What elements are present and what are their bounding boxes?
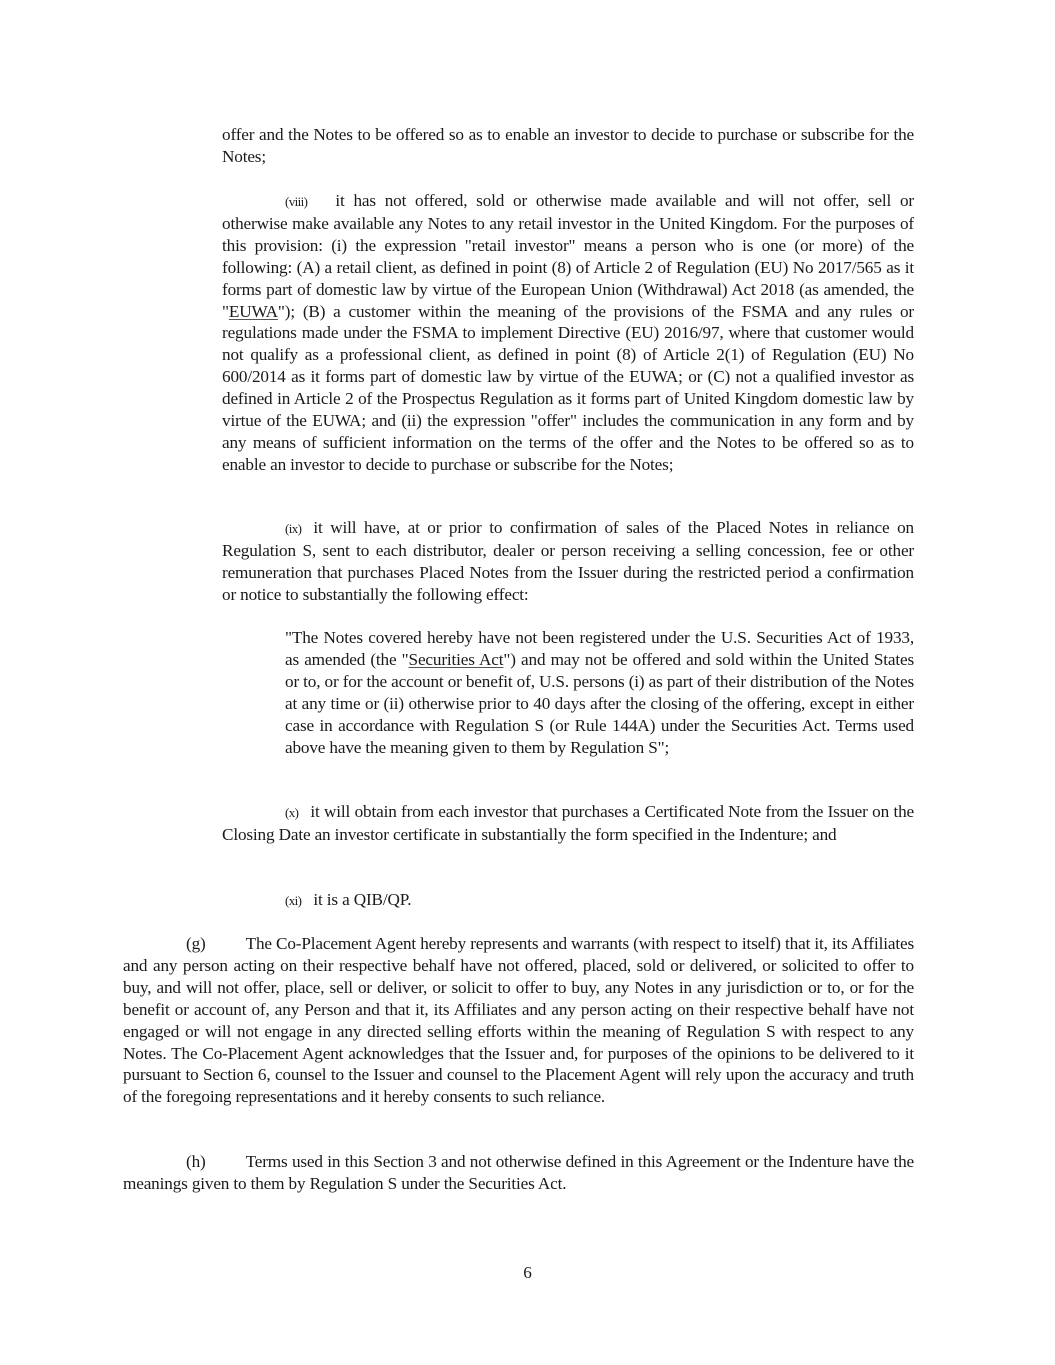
quote-text: "The Notes covered hereby have not been registered under the U.S. Securities Act of 1933, as amended (the " [285, 628, 914, 669]
paragraph-text: it has not offered, sold or otherwise made available and will not offer, sell or otherwise make available any Notes to any retail investor in the United Kingdom. For the purposes of this provision: (i) the expression "retail investor" means a person who is one (or more) of the following: (A) a retail client, as defined in point (8) of Article 2 of Regulation (EU) No 2017/565 as it forms part of domestic law by virtue of the European Union (Withdrawal) Act 2018 (as amended, the " [222, 191, 914, 321]
page-number: 6 [523, 1263, 532, 1282]
legend-quote [285, 627, 914, 758]
paragraph-ix [222, 517, 914, 606]
defined-term-securities-act: Securities Act [408, 649, 504, 669]
paragraph-text: "); (B) a customer within the meaning of the provisions of the FSMA and any rules or regulations made under the FSMA to implement Directive (EU) 2016/97, where that customer would not qualify as a professional client, as defined in point (8) of Article 2(1) of Regulation (EU) No 600/2014 as it forms part of domestic law by virtue of the EUWA; or (C) not a qualified investor as defined in Article 2 of the Prospectus Regulation as it forms part of United Kingdom domestic law by virtue of the EUWA; and (ii) the expression "offer" includes the communication in any form and by any means of sufficient information on the terms of the offer and the Notes to be offered so as to enable an investor to decide to purchase or subscribe for the Notes; [222, 301, 914, 474]
paragraph-text: The Co-Placement Agent hereby represents and warrants (with respect to itself) that it, its Affiliates and any person acting on their respective behalf have not offered, placed, sold or delivered, or solicited to offer to buy, and will not offer, place, sell or deliver, or solicit to offer to buy, any Notes in any jurisdiction or to, or for the benefit or account of, any Person and that it, its Affiliates and any person acting on their respective behalf have not engaged or will not engage in any directed selling efforts within the meaning of Regulation S with respect to any Notes. The Co-Placement Agent acknowledges that the Issuer and, for purposes of the opinions to be delivered to it pursuant to Section 6, counsel to the Issuer and counsel to the Placement Agent will rely upon the accuracy and truth of the foregoing representations and it hereby consents to such reliance. [123, 934, 914, 1107]
paragraph-text: it will have, at or prior to confirmation of sales of the Placed Notes in reliance on Regulation S, sent to each distributor, dealer or person receiving a selling concession, fee or other remuneration that purchases Placed Notes from the Issuer during the restricted period a confirmation or notice to substantially the following effect: [222, 518, 914, 604]
paragraph-vii-continuation [222, 124, 914, 168]
clause-marker: (xi) [285, 893, 302, 908]
clause-marker: (ix) [285, 521, 302, 536]
paragraph-g [123, 933, 914, 1108]
paragraph-text: offer and the Notes to be offered so as to enable an investor to decide to purchase or subscribe for the Notes; [222, 125, 914, 166]
paragraph-xi [222, 889, 914, 912]
paragraph-text: it will obtain from each investor that purchases a Certificated Note from the Issuer on the Closing Date an investor certificate in substantially the form specified in the Indenture; and [222, 802, 914, 844]
quote-text: ") and may not be offered and sold within the United States or to, or for the account or benefit of, U.S. persons (i) as part of their distribution of the Notes at any time or (ii) otherwise prior to 40 days after the closing of the offering, except in either case in accordance with Regulation S (or Rule 144A) under the Securities Act. Terms used above have the meaning given to them by Regulation S"; [285, 649, 915, 757]
paragraph-h [123, 1151, 914, 1195]
paragraph-viii [222, 190, 914, 476]
clause-marker: (g) [186, 934, 206, 953]
clause-marker: (viii) [285, 194, 308, 209]
clause-marker: (h) [186, 1152, 206, 1171]
paragraph-text: it is a QIB/QP. [313, 890, 412, 909]
paragraph-text: Terms used in this Section 3 and not otherwise defined in this Agreement or the Indenture have the meanings given to them by Regulation S under the Securities Act. [123, 1152, 914, 1193]
paragraph-x [222, 801, 914, 846]
defined-term-euwa: EUWA [228, 301, 278, 321]
clause-marker: (x) [285, 805, 299, 820]
